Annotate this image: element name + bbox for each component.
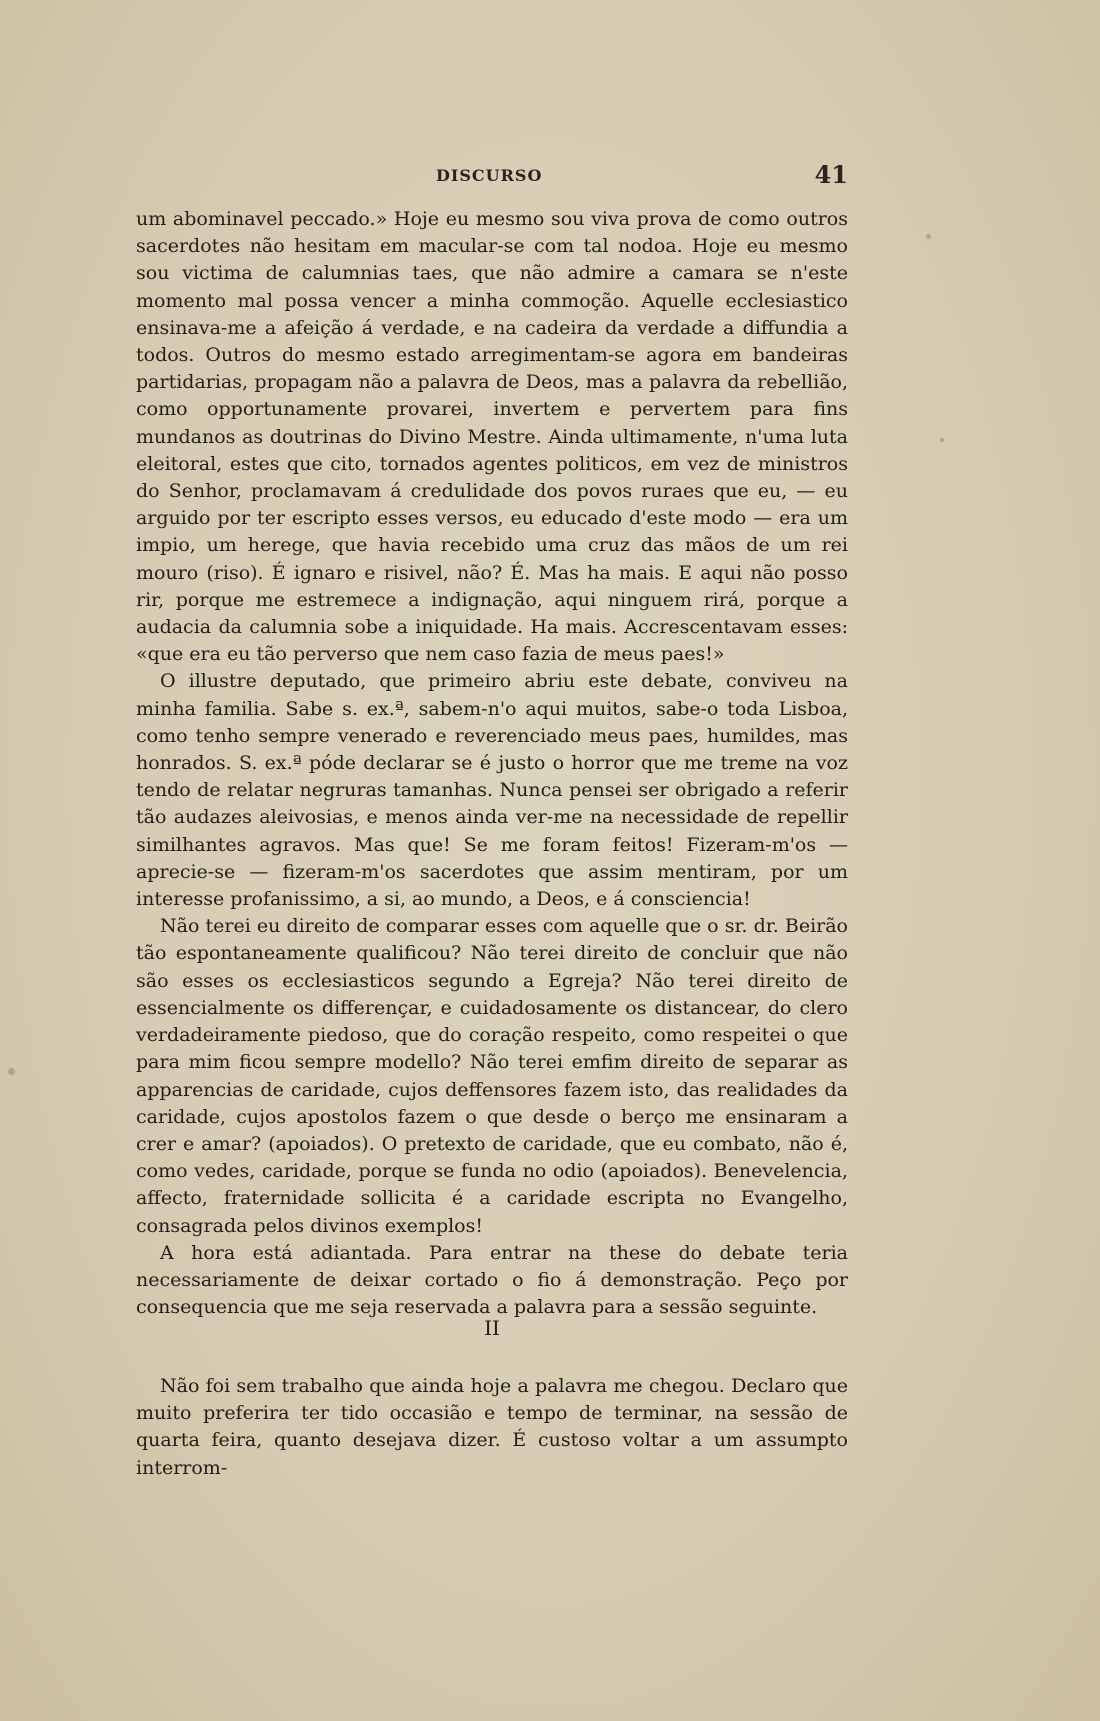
foxing-spot [926,234,931,239]
paragraph: O illustre deputado, que primeiro abriu este debate, conviveu na minha familia. Sabe s. ex.ª, sabem-n'o aqui muitos, sabe-o toda Lisboa, como tenho sempre venerado e reverenciado meus paes, humildes, mas honrados. S. ex.ª póde declarar se é justo o horror que me treme na voz tendo de relatar negruras tamanhas. Nunca pensei ser obrigado a referir tão audazes aleivosias, e menos ainda ver-me na necessidade de repellir similhantes agravos. Mas que! Se me foram feitos! Fizeram-m'os — aprecie-se — fizeram-m'os sacerdotes que assim mentiram, por um interesse profanissimo, a si, ao mundo, a Deos, e á consciencia! [136,670,848,911]
foxing-spot [8,1068,15,1075]
running-head: DISCURSO [436,166,543,185]
paragraph: Não foi sem trabalho que ainda hoje a palavra me chegou. Declaro que muito preferira ter tido occasião e tempo de terminar, na sessão de quarta feira, quanto desejava dizer. É custoso voltar a um assumpto interrom- [136,1375,848,1479]
paragraph: Não terei eu direito de comparar esses com aquelle que o sr. dr. Beirão tão espontaneamente qualificou? Não terei direito de concluir que não são esses os ecclesiasticos segundo a Egreja? Não terei direito de essencialmente os differençar, e cuidadosamente os distancear, do clero verdadeiramente piedoso, que do coração respeito, como respeitei o que para mim ficou sempre modello? Não terei emfim direito de separar as apparencias de caridade, cujos deffensores fazem isto, das realidades da caridade, cujos apostolos fazem o que desde o berço me ensinaram a crer e amar? (apoiados). O pretexto de caridade, que eu combato, não é, como vedes, caridade, porque se funda no odio (apoiados). Benevelencia, affecto, fraternidade sollicita é a caridade escripta no Evangelho, consagrada pelos divinos exemplos! [136,915,848,1237]
paragraph: A hora está adiantada. Para entrar na these do debate teria necessariamente de deixar cortado o fio á demonstração. Peço por consequencia que me seja reservada a palavra para a sessão seguinte. [136,1241,848,1319]
paragraph: um abominavel peccado.» Hoje eu mesmo sou viva prova de como outros sacerdotes não hesitam em macular-se com tal nodoa. Hoje eu mesmo sou victima de calumnias taes, que não admire a camara se n'este momento mal possa vencer a minha commoção. Aquelle ecclesiastico ensinava-me a afeição á verdade, e na cadeira da verdade a diffundia a todos. Outros do mesmo estado arregimentam-se agora em bandeiras partidarias, propagam não a palavra de Deos, mas a palavra da rebellião, como opportunamente provarei, invertem e pervertem para fins mundanos as doutrinas do Divino Mestre. Ainda ultimamente, n'uma luta eleitoral, estes que cito, tornados agentes politicos, em vez de ministros do Senhor, proclamavam á credulidade dos povos ruraes que eu, — eu arguido por ter escripto esses versos, eu educado d'este modo — era um impio, um herege, que havia recebido uma cruz das mãos de um rei mouro (riso). É ignaro e risivel, não? É. Mas ha mais. E aqui não posso rir, porque me estremece a indignação, aqui ninguem rirá, porque a audacia da calumnia sobe a iniquidade. Ha mais. Accrescentavam esses: «que era eu tão perverso que nem caso fazia de meus paes!» [136,208,848,666]
foxing-spot [940,438,944,442]
page-number: 41 [814,160,848,189]
section-number: II [484,1316,500,1340]
body-text [136,206,848,1321]
section-two-text [136,1373,848,1482]
page-header [136,162,848,192]
